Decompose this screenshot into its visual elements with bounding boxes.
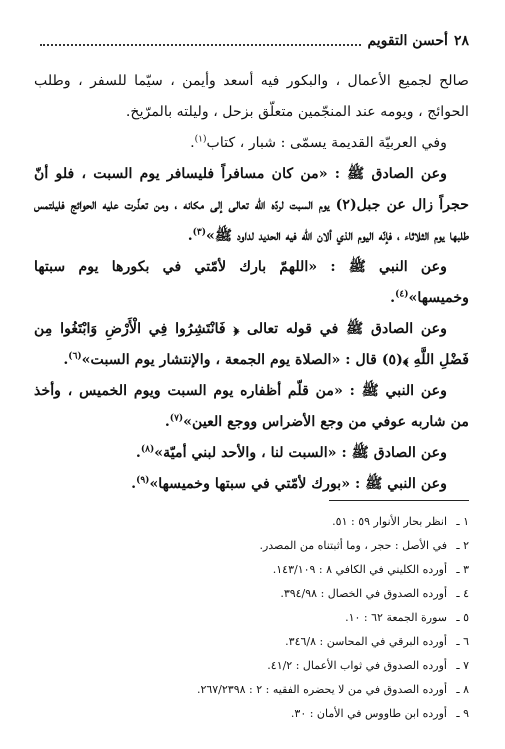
paragraph: وعن الصادق ﷺ : «من كان مسافراً فليسافر يوم السبت ، فلو أنّ حجراً زال عن جبل(٢) يوم السبت لردّه الله تعالى إلى مكانه ، ومن تعذّرت عليه الحوائج فليلتمس طلبها يوم الثلاثاء ، فإنّه اليوم الذي ألان الله فيه الحديد لداود ﷺ»$^{(٣)}$.: [34, 166, 469, 244]
footnotes: [60, 510, 469, 726]
page-number: ٢٨: [453, 33, 469, 49]
paragraph: وعن الصادق ﷺ في قوله تعالى ﴿ فَانْتَشِرُوا فِي الْأَرْضِ وَابْتَغُوا مِن فَضْلِ اللَّهِ ﴾(٥) قال : «الصلاة يوم الجمعة ، والإنتشار يوم السبت»$^{(٦)}$.: [34, 321, 469, 368]
footnote: ٤ ـ أورده الصدوق في الخصال : ٣٩٤/٩٨.: [280, 587, 469, 600]
paragraph: وعن النبي ﷺ : «بورك لأمّتي في سبتها وخميسها»$^{(٩)}$.: [131, 475, 447, 492]
footnote: ٦ ـ أورده البرقي في المحاسن : ٣٤٦/٨.: [285, 635, 469, 648]
paragraph: صالح لجميع الأعمال ، والبكور فيه أسعد وأيمن ، سيّما للسفر ، وطلب الحوائج ، ويومه عند المنجّمين متعلّق بزحل ، وليلته بالمرّيخ.: [34, 73, 469, 120]
footnote: ٥ ـ سورة الجمعة ٦٢ : ١٠.: [345, 611, 469, 624]
footnote: ٧ ـ أورده الصدوق في ثواب الأعمال : ٤١/٢.: [267, 659, 469, 672]
paragraph: وفي العربيّة القديمة يسمّى : شبار ، كتاب$^{(١)}$.: [190, 134, 447, 151]
footnote: ٣ ـ أورده الكليني في الكافي ٨ : ١٤٣/١٠٩.: [272, 563, 469, 576]
footnote: ٢ ـ في الأصل : حجر ، وما أثبتناه من المصدر.: [259, 539, 469, 552]
running-header: [34, 30, 469, 52]
paragraph: وعن النبي ﷺ : «اللهمّ بارك لأمّتي في بكورها يوم سبتها وخميسها»$^{(٤)}$.: [34, 259, 469, 306]
paragraph: وعن الصادق ﷺ : «السبت لنا ، والأحد لبني أميّة»$^{(٨)}$.: [135, 444, 447, 461]
footnote: ٨ ـ أورده الصدوق في من لا يحضره الفقيه : ٢ : ٢٦٧/٢٣٩٨.: [196, 683, 469, 696]
main-text: [34, 66, 469, 500]
footnote: ٩ ـ أورده ابن طاووس في الأمان : ٣٠.: [290, 707, 469, 720]
footnote-separator: [329, 500, 469, 501]
footnote: ١ ـ انظر بحار الأنوار ٥٩ : ٥١.: [332, 515, 469, 528]
header-leader-dots: [40, 36, 361, 46]
paragraph: وعن النبي ﷺ : «من قلّم أظفاره يوم السبت ويوم الخميس ، وأخذ من شاربه عوفي من وجع الأضراس ووجع العين»$^{(٧)}$.: [34, 383, 469, 430]
running-title: أحسن التقويم: [367, 33, 448, 49]
